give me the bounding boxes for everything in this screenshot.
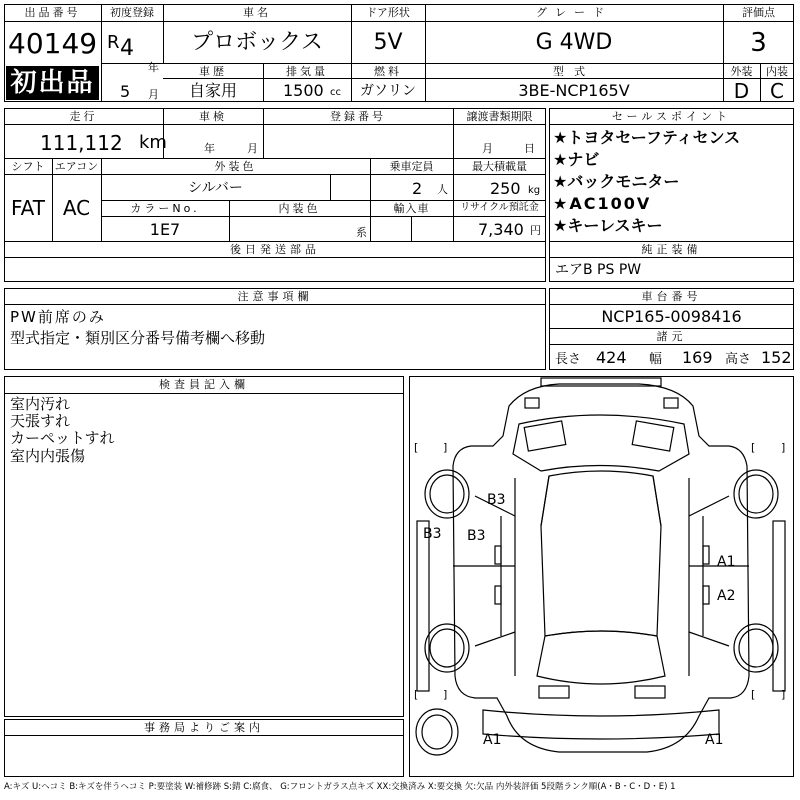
chassis-no: NCP165-0098416 xyxy=(601,307,742,326)
max-load-label: 最大積載量 xyxy=(472,160,527,173)
grade-label: グレード xyxy=(536,6,612,19)
aircon-label: エアコン xyxy=(54,160,99,173)
inspector-note-4: 室内内張傷 xyxy=(10,447,86,465)
later-parts-label: 後日発送部品 xyxy=(230,243,320,256)
inspector-label: 検査員記入欄 xyxy=(159,378,249,391)
standard-equip: エアB PS PW xyxy=(555,262,642,278)
inspector-note-1: 室内汚れ xyxy=(10,395,71,413)
chassis-label: 車台番号 xyxy=(641,290,702,303)
svg-text:[: [ xyxy=(751,688,756,701)
displacement: 1500 xyxy=(283,81,324,100)
transfer-day-unit: 日 xyxy=(524,142,535,155)
max-load: 250 xyxy=(490,179,521,198)
grade: G 4WD xyxy=(535,30,613,55)
dimensions-label: 諸元 xyxy=(656,330,687,343)
note-line-1: PW前席のみ xyxy=(10,308,106,326)
exterior-grade: D xyxy=(733,79,750,103)
sales-point-5: ★キーレスキー xyxy=(553,216,663,235)
month-unit: 月 xyxy=(148,88,159,101)
height: 152 xyxy=(761,348,792,367)
legend: A:キズ U:ヘコミ B:キズを伴うヘコミ P:要塗装 W:補修跡 S:錆 C:腐食、 G:フロントガラス点キズ XX:交換済み X:要交換 欠:欠品 内外装評価 5段階ランク順(A・B・C・D・E) 1 xyxy=(4,782,676,792)
svg-text:]: ] xyxy=(443,688,448,701)
score: 3 xyxy=(750,28,767,58)
color-no-label: カラーNo. xyxy=(130,202,200,215)
mark-a2-right: A2 xyxy=(717,588,736,604)
svg-text:[: [ xyxy=(751,441,756,454)
capacity: 2 xyxy=(412,179,423,198)
yen-unit: 円 xyxy=(530,224,541,237)
interior-label: 内装 xyxy=(766,65,788,78)
interior-grade: C xyxy=(770,79,784,103)
car-name-label: 車名 xyxy=(243,6,271,19)
svg-text:]: ] xyxy=(781,688,786,701)
ext-color-label: 外装色 xyxy=(214,160,257,173)
sales-point-4: ★AC100V xyxy=(553,194,652,213)
model-code-label: 型式 xyxy=(553,65,595,78)
inspection-year-unit: 年 xyxy=(204,142,215,155)
length: 424 xyxy=(596,348,627,367)
standard-equip-label: 純正装備 xyxy=(641,243,702,256)
sales-point-1: ★トヨタセーフティセンス xyxy=(553,128,741,147)
era: R xyxy=(107,32,120,53)
fuel-label: 燃料 xyxy=(374,65,402,78)
model-code: 3BE-NCP165V xyxy=(518,81,630,100)
mileage: 111,112 xyxy=(40,131,123,155)
inspection-label: 車検 xyxy=(199,110,227,123)
width: 169 xyxy=(682,348,713,367)
svg-text:[: [ xyxy=(414,688,419,701)
svg-text:[: [ xyxy=(414,441,419,454)
mark-b3-hood: B3 xyxy=(487,492,506,508)
sales-points-label: セールスポイント xyxy=(611,110,731,123)
mark-a1-bottom-left: A1 xyxy=(483,732,502,748)
inspector-note-2: 天張すれ xyxy=(10,412,71,430)
mileage-label: 走行 xyxy=(69,110,98,123)
year-value: 4 xyxy=(120,36,134,61)
sales-point-2: ★ナビ xyxy=(553,150,600,169)
kg-unit: kg xyxy=(528,185,541,196)
cc-unit: cc xyxy=(330,87,341,98)
ext-color: シルバー xyxy=(188,180,243,196)
displacement-label: 排気量 xyxy=(286,65,328,78)
mark-a1-right: A1 xyxy=(717,554,736,570)
recycle: 7,340 xyxy=(478,220,524,239)
office-label: 事務局よりご案内 xyxy=(144,721,264,734)
sales-point-3: ★バックモニター xyxy=(553,172,680,191)
color-no: 1E7 xyxy=(149,220,181,239)
car-diagram xyxy=(409,376,794,777)
svg-text:]: ] xyxy=(443,441,448,454)
month-value: 5 xyxy=(120,82,131,101)
lot-number: 40149 xyxy=(8,27,98,60)
fuel: ガソリン xyxy=(360,83,416,99)
width-label: 幅 xyxy=(649,352,663,367)
exterior-label: 外装 xyxy=(730,65,753,78)
import-label: 輸入車 xyxy=(393,202,430,215)
length-label: 長さ xyxy=(555,352,582,367)
history: 自家用 xyxy=(188,81,237,100)
inspection-month-unit: 月 xyxy=(247,142,258,155)
history-label: 車歴 xyxy=(199,65,227,78)
mark-b3-inner: B3 xyxy=(467,528,486,544)
int-color-label: 内装色 xyxy=(278,202,321,215)
note-line-2: 型式指定・類別区分番号備考欄へ移動 xyxy=(10,329,266,347)
year-unit: 年 xyxy=(148,61,159,74)
notes-label: 注意事項欄 xyxy=(237,290,313,303)
reg-number-label: 登録番号 xyxy=(330,110,386,123)
transfer-deadline-label: 譲渡書類期限 xyxy=(466,110,533,123)
aircon: AC xyxy=(62,196,91,220)
car-name: プロボックス xyxy=(191,30,323,55)
mark-a1-bottom-right: A1 xyxy=(705,732,724,748)
recycle-label: リサイクル預託金 xyxy=(460,202,539,213)
shift: FAT xyxy=(10,196,45,220)
first-reg-label: 初度登録 xyxy=(110,6,154,19)
inspector-note-3: カーペットすれ xyxy=(10,429,115,447)
mark-b3-left: B3 xyxy=(423,526,442,542)
door-type-label: ドア形状 xyxy=(366,6,410,19)
capacity-label: 乗車定員 xyxy=(389,160,434,173)
door-type: 5V xyxy=(373,30,403,55)
svg-text:]: ] xyxy=(781,441,786,454)
height-label: 高さ xyxy=(725,352,752,367)
lot-number-label: 出品番号 xyxy=(24,6,81,19)
person-unit: 人 xyxy=(437,183,448,196)
first-listing-text: 初出品 xyxy=(10,68,95,98)
km-unit: km xyxy=(139,132,167,153)
kei-unit: 系 xyxy=(356,226,367,239)
score-label: 評価点 xyxy=(742,6,775,19)
shift-label: シフト xyxy=(11,160,45,173)
transfer-month-unit: 月 xyxy=(482,142,493,155)
